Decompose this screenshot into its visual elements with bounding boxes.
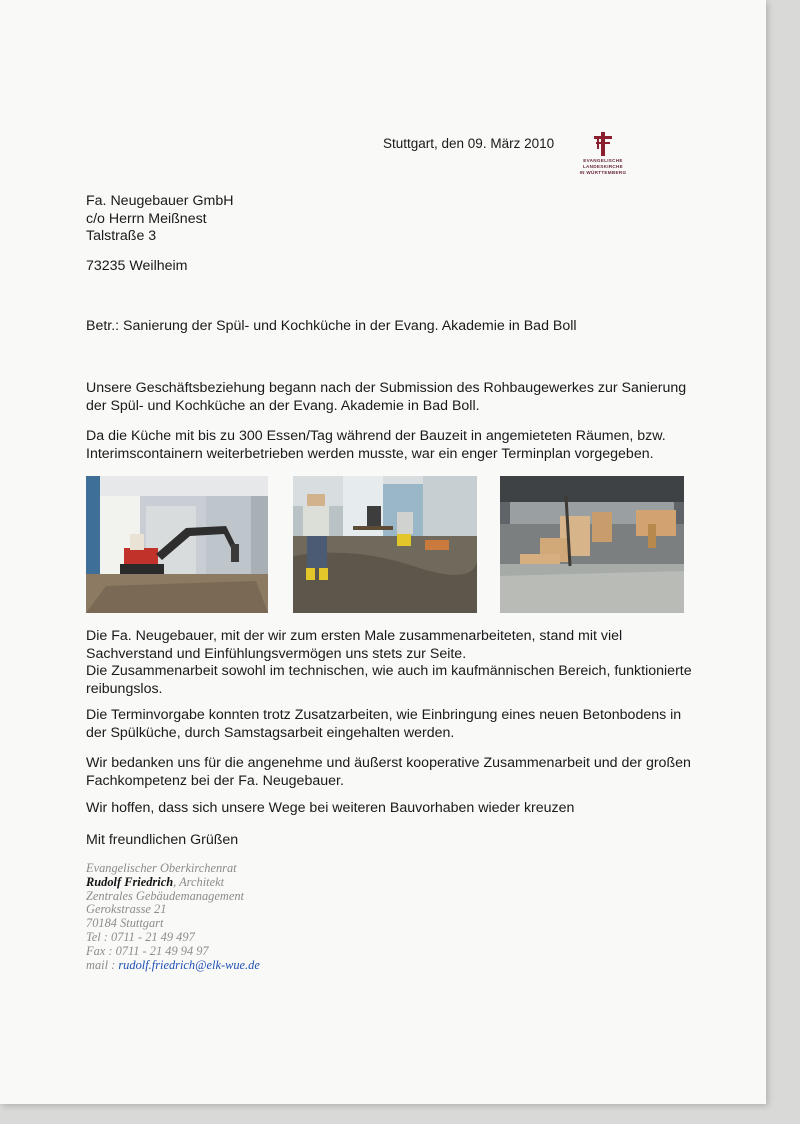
sig-city: 70184 Stuttgart	[86, 916, 164, 931]
logo-text-1: EVANGELISCHE LANDESKIRCHE	[582, 158, 624, 169]
sig-tel: Tel : 0711 - 21 49 497	[86, 929, 195, 944]
sig-street: Gerokstrasse 21	[86, 902, 167, 917]
photo-excavator	[86, 476, 268, 613]
signature-block	[86, 862, 260, 972]
paragraph-6: Wir hoffen, dass sich unsere Wege bei weiteren Bauvorhaben wieder kreuzen	[86, 800, 575, 816]
sig-name: Rudolf Friedrich	[86, 874, 174, 889]
sig-title: , Architekt	[173, 874, 225, 889]
paragraph-5	[86, 755, 706, 790]
paragraph-line: Interimscontainern weiterbetrieben werden musste, war ein enger Terminplan vorgegeben.	[86, 445, 654, 462]
sig-mail-line	[86, 959, 260, 973]
paragraph-line: Unsere Geschäftsbeziehung begann nach der Submission des Rohbaugewerkes zur Sanierung	[86, 380, 687, 396]
sig-dept: Zentrales Gebäudemanagement	[86, 888, 244, 903]
photo-kitchen-bricks	[500, 476, 684, 613]
paragraph-line: Die Zusammenarbeit sowohl im technischen, wie auch im kaufmännischen Bereich, funktionierte	[86, 663, 692, 679]
paragraph-line: Sachverstand und Einfühlungsvermögen uns stets zur Seite.	[86, 645, 467, 662]
subject-line: Betr.: Sanierung der Spül- und Kochküche in der Evang. Akademie in Bad Boll	[86, 318, 577, 334]
closing-greeting: Mit freundlichen Grüßen	[86, 832, 239, 848]
church-logo	[568, 132, 638, 176]
sig-fax: Fax : 0711 - 21 49 94 97	[86, 943, 209, 958]
paragraph-line: Die Terminvorgabe konnten trotz Zusatzarbeiten, wie Einbringung eines neuen Betonbodens in	[86, 707, 682, 723]
paragraph-line: Die Fa. Neugebauer, mit der wir zum ersten Male zusammenarbeiteten, stand mit viel	[86, 628, 623, 644]
recipient-zip-city: 73235 Weilheim	[86, 258, 188, 274]
sig-mail-link[interactable]: rudolf.friedrich@elk-wue.de	[118, 957, 260, 972]
sig-name-line	[86, 876, 260, 890]
recipient-line-3: Talstraße 3	[86, 228, 157, 244]
paragraph-line: der Spülküche, durch Samstagsarbeit eingehalten werden.	[86, 724, 455, 741]
paragraph-line: reibungslos.	[86, 680, 163, 697]
paragraph-line: Wir bedanken uns für die angenehme und äußerst kooperative Zusammenarbeit und der großen	[86, 755, 691, 771]
recipient-line-1: Fa. Neugebauer GmbH	[86, 193, 234, 209]
recipient-address	[86, 193, 233, 246]
sig-mail-label: mail :	[86, 957, 119, 972]
cross-icon	[592, 132, 614, 156]
paragraph-1	[86, 380, 706, 415]
logo-text-2: IN WÜRTTEMBERG	[579, 170, 627, 175]
paragraph-3	[86, 628, 706, 698]
photo-concrete-work	[293, 476, 477, 613]
recipient-line-2: c/o Herrn Meißnest	[86, 210, 207, 227]
paragraph-line: Da die Küche mit bis zu 300 Essen/Tag während der Bauzeit in angemieteten Räumen, bzw.	[86, 428, 666, 444]
date-line: Stuttgart, den 09. März 2010	[383, 136, 555, 151]
paragraph-4	[86, 707, 706, 742]
sig-org: Evangelischer Oberkirchenrat	[86, 861, 237, 875]
paragraph-line: der Spül- und Kochküche an der Evang. Akademie in Bad Boll.	[86, 397, 480, 414]
paragraph-line: Fachkompetenz bei der Fa. Neugebauer.	[86, 772, 344, 789]
paragraph-2	[86, 428, 706, 463]
